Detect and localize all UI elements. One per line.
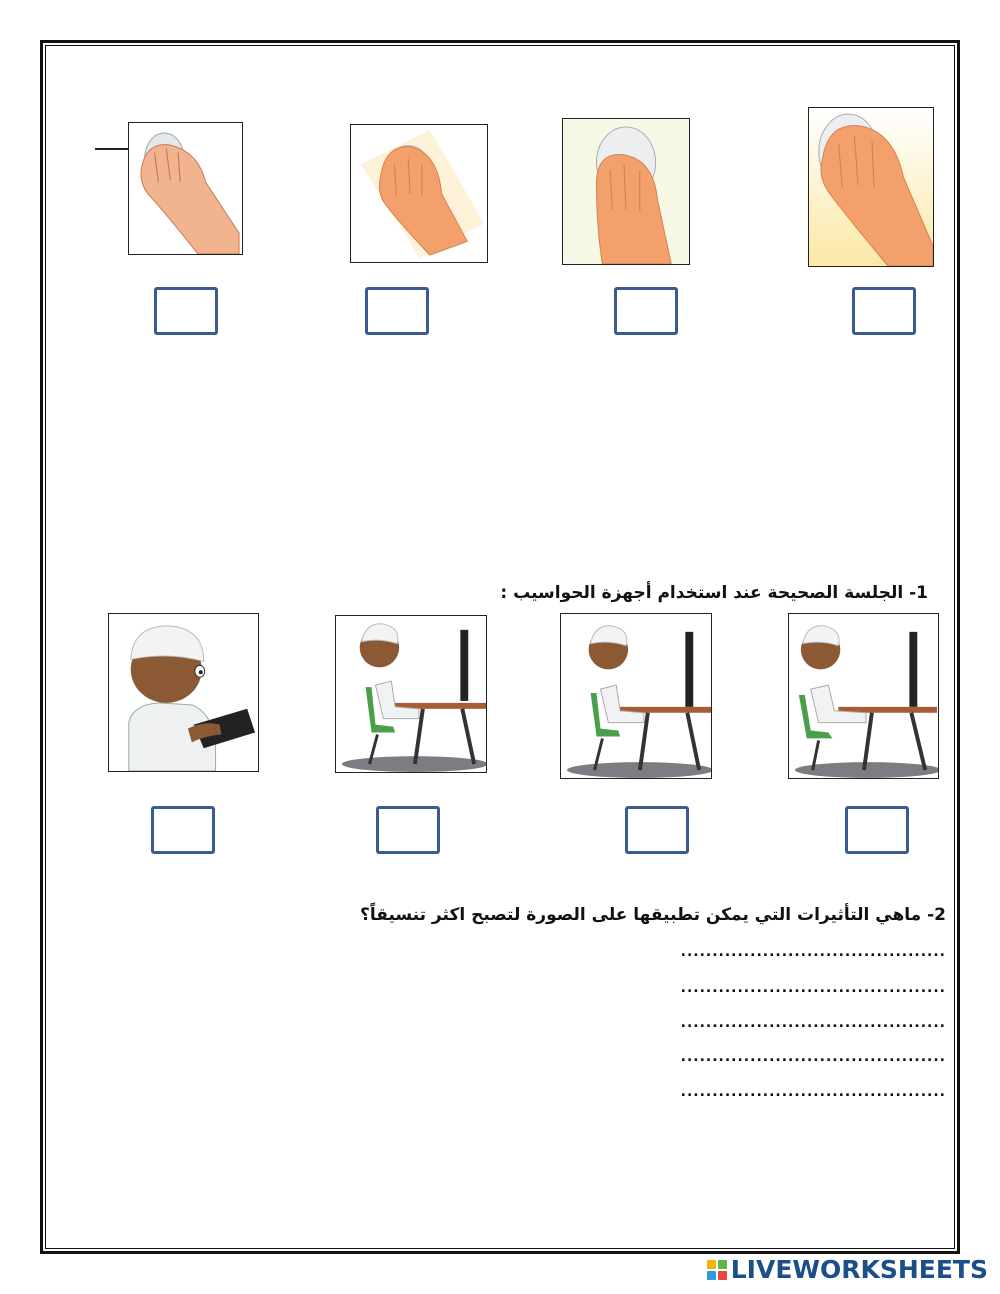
- answer-line-5[interactable]: ..........................................: [680, 1084, 946, 1100]
- mouse-grip-picture-3: [562, 118, 690, 265]
- answer-line-4[interactable]: ..........................................: [680, 1049, 946, 1065]
- logo-square-red: [718, 1271, 727, 1280]
- liveworksheets-brand[interactable]: [707, 1255, 988, 1284]
- liveworksheets-wordmark: LIVEWORKSHEETS: [730, 1255, 988, 1284]
- answer-box-mouse-2[interactable]: [365, 287, 429, 335]
- logo-square-green: [718, 1260, 727, 1269]
- answer-box-posture-3[interactable]: [625, 806, 689, 854]
- mouse-grip-picture-2: [350, 124, 488, 263]
- posture-picture-desk-2: [560, 613, 712, 779]
- liveworksheets-logo-icon: [707, 1260, 727, 1280]
- mouse-grip-picture-4: [808, 107, 934, 267]
- logo-square-yellow: [707, 1260, 716, 1269]
- answer-line-1[interactable]: ..........................................: [680, 944, 946, 960]
- posture-picture-tablet: [108, 613, 259, 772]
- question-2-text: 2- ماهي التأثيرات التي يمكن تطبيقها على الصورة لتصبح اكثر تنسيقاً؟: [359, 905, 946, 925]
- answer-box-mouse-1[interactable]: [154, 287, 218, 335]
- mouse-grip-picture-1: [128, 122, 243, 255]
- logo-square-blue: [707, 1271, 716, 1280]
- posture-picture-desk-3: [788, 613, 939, 779]
- question-1-text: 1- الجلسة الصحيحة عند استخدام أجهزة الحواسيب :: [500, 583, 928, 603]
- answer-box-posture-1[interactable]: [151, 806, 215, 854]
- answer-line-2[interactable]: ..........................................: [680, 980, 946, 996]
- answer-box-mouse-3[interactable]: [614, 287, 678, 335]
- posture-picture-desk-1: [335, 615, 487, 773]
- answer-line-3[interactable]: ..........................................: [680, 1015, 946, 1031]
- answer-box-posture-4[interactable]: [845, 806, 909, 854]
- answer-box-mouse-4[interactable]: [852, 287, 916, 335]
- pointer-line: [95, 148, 130, 150]
- answer-box-posture-2[interactable]: [376, 806, 440, 854]
